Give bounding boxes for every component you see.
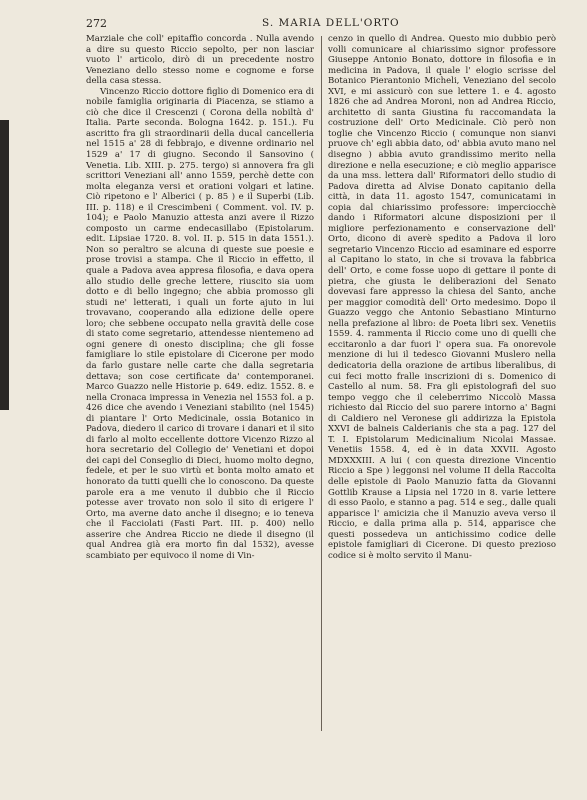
column-divider xyxy=(321,36,322,731)
paragraph: cenzo in quello di Andrea. Questo mio dubbio però volli comunicare al chiarissimo signor professore Giuseppe Antonio Bonato, dottore in filosofia e in medicina in Padova, il quale l' elogio scrisse del Botanico Pierantonio Micheli, Veneziano del secolo XVI, e mi assicurò con sue lettere 1. e 4. agosto 1826 che ad Andrea Moroni, non ad Andrea Riccio, architetto di santa Giustina fu raccomandata la costruzione dell' Orto Medicinale. Ciò però non toglie che Vincenzo Riccio ( comunque non sianvi pruove ch' egli abbia dato, od' abbia avuto mano nel disegno ) abbia avuto grandissimo merito nella direzione e nella esecuzione; e ciò meglio apparisce da una mss. lettera dall' Riformatori dello studio di Padova diretta ad Alvise Donato capitanio della città, in data 11. agosto 1547, comunicatami in copia dal chiarissimo professore: imperciocchè dando i Riformatori alcune disposizioni per il migliore perfezionamento e conservazione dell' Orto, dicono di averè spedito a Padova il loro segretario Vincenzo Riccio ad esaminare ed esporre al Capitano lo stato, in che si trovava la fabbrica dell' Orto, e come fosse uopo di gettare il ponte di pietra, che giusta le deliberazioni del Senato dovevasi fare appresso la chiesa del Santo, anche per maggior comodità dell' Orto medesimo. Dopo il Guazzo veggo che Antonio Sebastiano Minturno nella prefazione al libro: de Poeta libri sex. Venetiis 1559. 4. rammenta il Riccio come uno di quelli che eccitaronlo a dar fuori l' opera sua. Fa onorevole menzione di lui il tedesco Giovanni Muslero nella dedicatoria della orazione de artibus liberalibus, di cui feci motto fralle inscrizioni di s. Domenico di Castello al num. 58. Fra gli epistolografi del suo tempo veggo che il celeberrimo Niccolò Massa richiesto dal Riccio del suo parere intorno a' Bagni di Caldiero nel Veronese gli addirizza la Epistola XXVI de balneis Calderianis che sta a pag. 127 del T. I. Epistolarum Medicinalium Nicolai Massae. Venetiis 1558. 4, ed è in data XXVII. Agosto MDXXXIII. A lui ( con questa direzione Vincentio Riccio a Spe ) leggonsi nel volume II della Raccolta delle epistole di Paolo Manuzio fatta da Giovanni Gottlib Krause a Lipsia nel 1720 in 8. varie lettere di esso Paolo, e stanno a pag. 514 e seg., dalle quali apparisce l' amicizia che il Manuzio aveva verso il Riccio, e dalla prima alla p. 514, apparisce che questi possedeva un antichissimo codice delle epistole famigliari di Cicerone. Di questo prezioso codice si è molto servito il Manu- xyxy=(328,34,556,561)
running-title: S. MARIA DELL'ORTO xyxy=(262,17,400,29)
left-column xyxy=(86,34,314,561)
running-header xyxy=(86,17,552,33)
page-number: 272 xyxy=(86,17,107,30)
paragraph: Marziale che coll' epitaffio concorda . Nulla avendo a dire su questo Riccio sepolto, per non lasciar vuoto l' articolo, dirò di un precedente nostro Veneziano dello stesso nome e cognome e forse della casa stessa. xyxy=(86,34,314,87)
paragraph: Vincenzo Riccio dottore figlio di Domenico era di nobile famiglia originaria di Piacenza, se stiamo a ciò che dice il Crescenzi ( Corona della nobiltà d' Italia. Parte seconda. Bologna 1642. p. 151.). Fu ascritto fra gli straordinarii della ducal cancelleria nel 1515 a' 28 di febbrajo, e divenne ordinario nel 1529 a' 17 di giugno. Secondo il Sansovino ( Venetia. Lib. XIII. p. 275. tergo) si annovera fra gli scrittori Veneziani all' anno 1559, perchè dette con molta eleganza versi et orationi volgari et latine. Ciò ripetono e l' Alberici ( p. 85 ) e il Superbi (Lib. III. p. 118) e il Crescimbeni ( Comment. vol. IV. p. 104); e Paolo Manuzio attesta anzi avere il Rizzo composto un carme endecasillabo (Epistolarum. edit. Lipsiae 1720. 8. vol. II. p. 515 in data 1551.). Non so peraltro se alcuna di queste sue poesie e prose trovisi a stampa. Che il Riccio in effetto, il quale a Padova avea appresa filosofia, e dava opera allo studio delle greche lettere, riuscito sia uom dotto e di bello ingegno; che abbia promosso gli studi ne' letterati, i quali un forte ajuto in lui trovavano, cooperando alla edizione delle opere loro; che sebbene occupato nella gravità delle cose di stato come segretario, attendesse nientemeno ad ogni genere di onesto disciplina; che gli fosse famigliare lo stile epistolare di Cicerone per modo da farlo gustare nelle carte che dalla segretaria dettava; son cose certificate da' contemporanei. Marco Guazzo nelle Historie p. 649. ediz. 1552. 8. e nella Cronaca impressa in Venezia nel 1553 fol. a p. 426 dice che avendo i Veneziani stabilito (nel 1545) di piantare l' Orto Medicinale, ossia Botanico in Padova, diedero il carico di trovare i danari et il sito di farlo al molto eccellente dottore Vicenzo Rizzo al hora secretario del Collegio de' Venetiani et dopoi dei capi del Conseglio di Dieci, huomo molto degno, fedele, et per le suo virtù et bonta molto amato et honorato da tutti quelli che lo conoscono. Da queste parole era a me venuto il dubbio che il Riccio potesse aver trovato non solo il sito di erigere l' Orto, ma averne dato anche il disegno; e io teneva che il Facciolati (Fasti Part. III. p. 400) nello asserire che Andrea Riccio ne diede il disegno (il qual Andrea già era morto fin dal 1532), avesse scambiato per equivoco il nome di Vin- xyxy=(86,86,314,561)
page-edge-tab xyxy=(0,120,9,410)
right-column xyxy=(328,34,556,561)
